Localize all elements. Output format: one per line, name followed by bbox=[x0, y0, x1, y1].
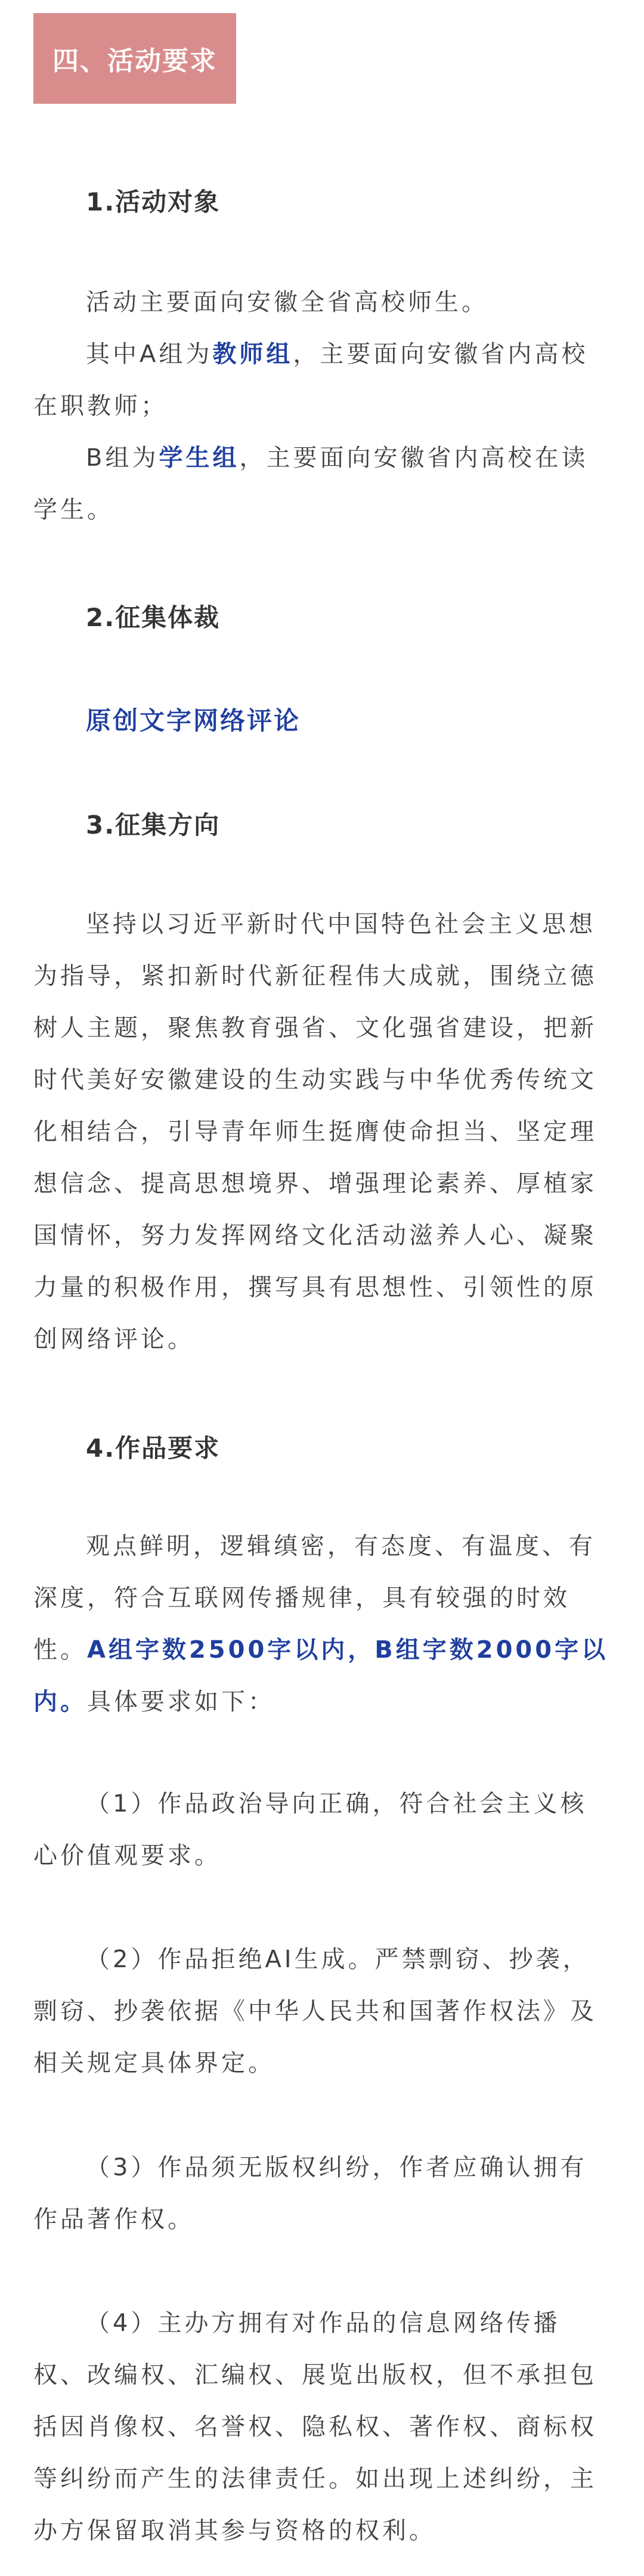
paragraph-activity-target bbox=[33, 277, 611, 536]
section-title-tag: 四、活动要求 bbox=[33, 13, 236, 104]
group-a-line-1: 其中A组为教师组，主要面向安徽省内高校 bbox=[86, 340, 589, 368]
paragraph-work-requirements bbox=[33, 1521, 611, 1728]
heading-genre: 2.征集体裁 bbox=[86, 603, 221, 632]
requirement-item-4 bbox=[33, 2298, 611, 2557]
paragraph-direction bbox=[33, 899, 611, 1366]
requirement-item-3 bbox=[33, 2142, 611, 2246]
item-line: （4）主办方拥有对作品的信息网络传播 bbox=[86, 2309, 561, 2337]
direction-line: 创网络评论。 bbox=[33, 1326, 194, 1353]
item-line: 作品著作权。 bbox=[33, 2206, 194, 2233]
teacher-group-label: 教师组 bbox=[212, 340, 293, 368]
item-line: 心价值观要求。 bbox=[33, 1842, 221, 1869]
item-line: 等纠纷而产生的法律责任。如出现上述纠纷，主 bbox=[33, 2465, 597, 2493]
item-line: 办方保留取消其参与资格的权利。 bbox=[33, 2517, 436, 2544]
word-limit-emphasis-end: 内。 bbox=[33, 1688, 87, 1716]
direction-line: 想信念、提高思想境界、增强理论素养、厚植家 bbox=[33, 1170, 597, 1197]
direction-line: 国情怀，努力发挥网络文化活动滋养人心、凝聚 bbox=[33, 1222, 597, 1249]
group-b-line-2: 学生。 bbox=[33, 496, 114, 524]
heading-direction: 3.征集方向 bbox=[86, 810, 221, 840]
heading-activity-target: 1.活动对象 bbox=[86, 187, 221, 216]
item-line: （3）作品须无版权纠纷，作者应确认拥有 bbox=[86, 2154, 587, 2181]
word-limit-emphasis: A组字数2500字以内，B组字数2000字以 bbox=[87, 1636, 609, 1664]
item-line: （1）作品政治导向正确，符合社会主义核 bbox=[86, 1790, 587, 1818]
item-line: 相关规定具体界定。 bbox=[33, 2049, 275, 2077]
requirements-line: 深度，符合互联网传播规律，具有较强的时效 bbox=[33, 1584, 570, 1612]
group-b-line-1: B组为学生组，主要面向安徽省内高校在读 bbox=[86, 444, 589, 472]
direction-line: 树人主题，聚焦教育强省、文化强省建设，把新 bbox=[33, 1014, 597, 1042]
group-a-line-2: 在职教师； bbox=[33, 392, 168, 420]
requirement-item-1 bbox=[33, 1778, 611, 1882]
direction-line: 为指导，紧扣新时代新征程伟大成就，围绕立德 bbox=[33, 962, 597, 990]
genre-value: 原创文字网络评论 bbox=[86, 706, 301, 735]
item-line: 括因肖像权、名誉权、隐私权、著作权、商标权 bbox=[33, 2413, 597, 2441]
direction-line: 化相结合，引导青年师生挺膺使命担当、坚定理 bbox=[33, 1118, 597, 1145]
direction-line: 时代美好安徽建设的生动实践与中华优秀传统文 bbox=[33, 1066, 597, 1094]
item-line: 剽窃、抄袭依据《中华人民共和国著作权法》及 bbox=[33, 1998, 597, 2025]
item-line: （2）作品拒绝AI生成。严禁剽窃、抄袭， bbox=[86, 1946, 590, 1973]
direction-line: 力量的积极作用，撰写具有思想性、引领性的原 bbox=[33, 1274, 597, 1301]
direction-line: 坚持以习近平新时代中国特色社会主义思想 bbox=[86, 911, 596, 938]
requirements-line: 观点鲜明，逻辑缜密，有态度、有温度、有 bbox=[86, 1532, 596, 1560]
intro-line: 活动主要面向安徽全省高校师生。 bbox=[86, 289, 488, 316]
heading-work-requirements: 4.作品要求 bbox=[86, 1433, 221, 1463]
requirements-line: 性。A组字数2500字以内，B组字数2000字以 bbox=[33, 1636, 609, 1664]
student-group-label: 学生组 bbox=[159, 444, 240, 472]
requirements-line: 内。具体要求如下： bbox=[33, 1688, 275, 1716]
item-line: 权、改编权、汇编权、展览出版权，但不承担包 bbox=[33, 2361, 597, 2389]
requirement-item-2 bbox=[33, 1934, 611, 2089]
